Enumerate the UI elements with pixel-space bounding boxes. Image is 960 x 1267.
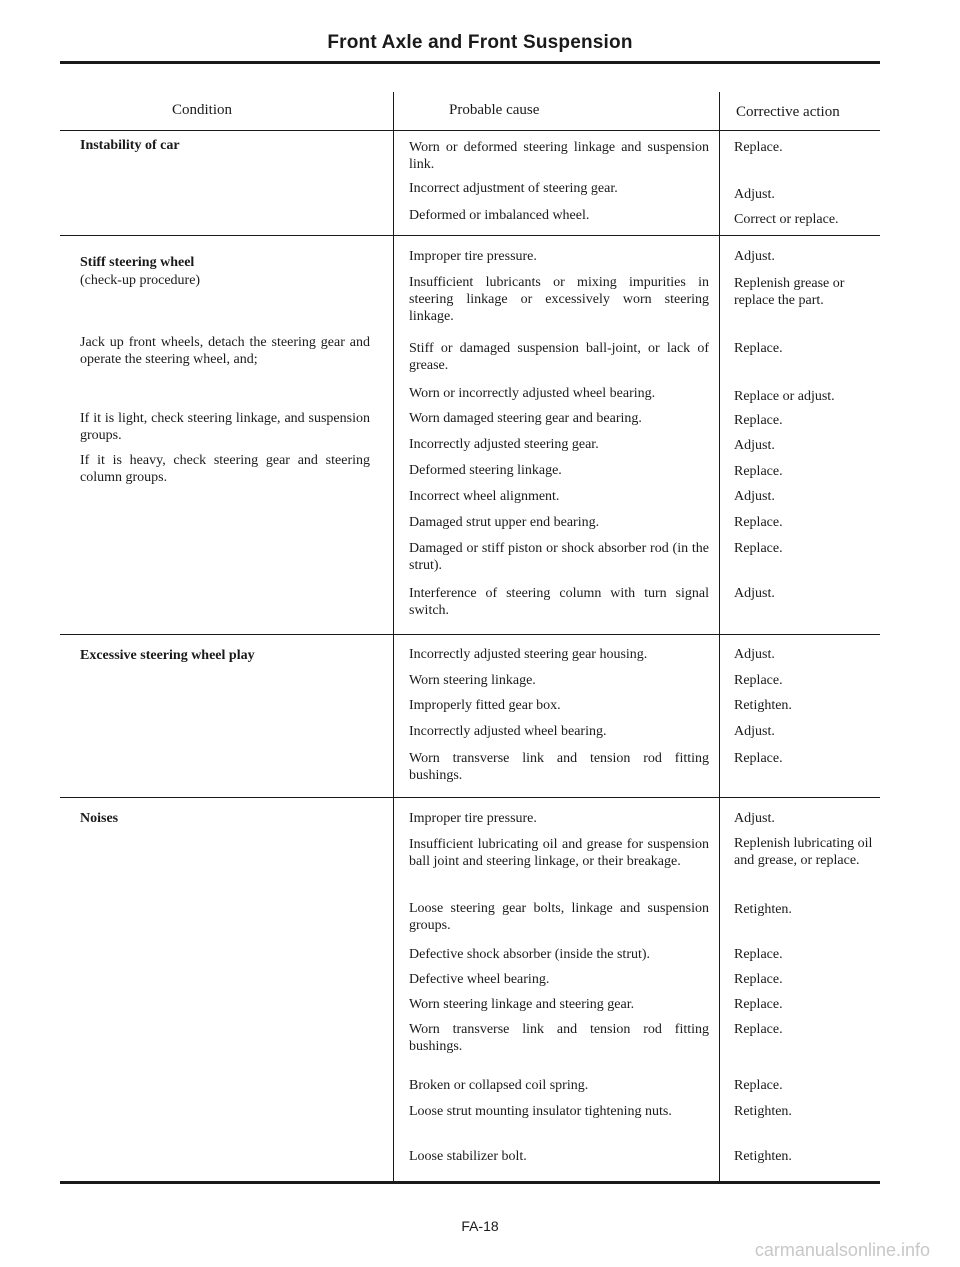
cause-cell: Loose strut mounting insulator tightening nuts. — [409, 1104, 672, 1119]
condition-title: Noises — [80, 811, 119, 826]
action-cell: Replace. — [734, 947, 783, 962]
cause-cell: Worn transverse link and tension rod fitting bushings. — [409, 751, 709, 783]
condition-note: If it is heavy, check steering gear and steering column groups. — [80, 453, 370, 485]
cause-cell: Defective wheel bearing. — [409, 972, 550, 987]
action-cell: Adjust. — [734, 586, 775, 601]
action-cell: Adjust. — [734, 438, 775, 453]
cause-cell: Interference of steering column with turn signal switch. — [409, 586, 709, 618]
group-divider-1 — [60, 235, 880, 236]
action-cell: Replace. — [734, 1078, 783, 1093]
group-divider-2 — [60, 634, 880, 635]
cause-cell: Worn or incorrectly adjusted wheel bearing. — [409, 386, 656, 401]
action-cell: Adjust. — [734, 489, 775, 504]
cause-cell: Improper tire pressure. — [409, 811, 537, 826]
cause-cell: Damaged or stiff piston or shock absorber rod (in the strut). — [409, 541, 709, 573]
cause-cell: Improper tire pressure. — [409, 249, 537, 264]
action-cell: Retighten. — [734, 1104, 792, 1119]
action-cell: Replace. — [734, 751, 783, 766]
cause-cell: Incorrect adjustment of steering gear. — [409, 181, 618, 196]
watermark: carmanualsonline.info — [754, 1240, 930, 1260]
action-cell: Replace. — [734, 673, 783, 688]
condition-title: Excessive steering wheel play — [80, 648, 255, 663]
cause-cell: Worn damaged steering gear and bearing. — [409, 411, 642, 426]
cause-cell: Incorrect wheel alignment. — [409, 489, 560, 504]
cause-cell: Deformed or imbalanced wheel. — [409, 208, 590, 223]
cause-cell: Deformed steering linkage. — [409, 463, 562, 478]
cause-cell: Worn steering linkage. — [409, 673, 536, 688]
column-divider-1 — [393, 92, 394, 1182]
condition-note: If it is light, check steering linkage, and suspension groups. — [80, 411, 370, 443]
action-cell: Correct or replace. — [734, 212, 839, 227]
action-cell: Replace. — [734, 541, 783, 556]
action-cell: Adjust. — [734, 724, 775, 739]
group-divider-3 — [60, 797, 880, 798]
action-cell: Adjust. — [734, 187, 775, 202]
action-cell: Replace. — [734, 413, 783, 428]
header-corrective-action: Corrective action — [736, 104, 840, 120]
action-cell: Replace. — [734, 341, 783, 356]
action-cell: Retighten. — [734, 1149, 792, 1164]
header-rule — [60, 130, 880, 131]
action-cell: Replace. — [734, 515, 783, 530]
action-cell: Replace. — [734, 140, 783, 155]
action-cell: Replace. — [734, 972, 783, 987]
action-cell: Replace. — [734, 997, 783, 1012]
cause-cell: Worn or deformed steering linkage and suspension link. — [409, 140, 709, 172]
header-condition: Condition — [172, 102, 233, 118]
condition-note: (check-up procedure) — [80, 273, 201, 288]
action-cell: Replenish grease or replace the part. — [734, 276, 845, 308]
cause-cell: Improperly fitted gear box. — [409, 698, 561, 713]
cause-cell: Incorrectly adjusted steering gear housing. — [409, 647, 648, 662]
action-cell: Replenish lubricating oil and grease, or replace. — [734, 836, 873, 868]
action-cell: Adjust. — [734, 811, 775, 826]
column-divider-2 — [719, 92, 720, 1182]
action-cell: Retighten. — [734, 698, 792, 713]
cause-cell: Stiff or damaged suspension ball-joint, or lack of grease. — [409, 341, 709, 373]
cause-cell: Incorrectly adjusted wheel bearing. — [409, 724, 607, 739]
action-cell: Adjust. — [734, 249, 775, 264]
action-cell: Adjust. — [734, 647, 775, 662]
cause-cell: Defective shock absorber (inside the strut). — [409, 947, 651, 962]
cause-cell: Worn steering linkage and steering gear. — [409, 997, 635, 1012]
action-cell: Replace. — [734, 464, 783, 479]
cause-cell: Insufficient lubricating oil and grease for suspension ball joint and steering linkage, or their breakage. — [409, 837, 709, 869]
cause-cell: Insufficient lubricants or mixing impurities in steering linkage or excessively worn steering linkage. — [409, 275, 709, 324]
page-number: FA-18 — [461, 1218, 499, 1234]
table-bottom-rule — [60, 1181, 880, 1184]
condition-title: Instability of car — [80, 138, 180, 153]
condition-note: Jack up front wheels, detach the steering gear and operate the steering wheel, and; — [80, 335, 370, 367]
action-cell: Retighten. — [734, 902, 792, 917]
header-probable-cause: Probable cause — [449, 102, 540, 118]
cause-cell: Broken or collapsed coil spring. — [409, 1078, 589, 1093]
cause-cell: Incorrectly adjusted steering gear. — [409, 437, 599, 452]
cause-cell: Loose steering gear bolts, linkage and suspension groups. — [409, 901, 709, 933]
page-title: Front Axle and Front Suspension — [327, 32, 633, 53]
cause-cell: Loose stabilizer bolt. — [409, 1149, 527, 1164]
condition-title: Stiff steering wheel — [80, 255, 195, 270]
cause-cell: Damaged strut upper end bearing. — [409, 515, 600, 530]
action-cell: Replace. — [734, 1022, 783, 1037]
cause-cell: Worn transverse link and tension rod fitting bushings. — [409, 1022, 709, 1054]
action-cell: Replace or adjust. — [734, 389, 835, 404]
title-rule — [60, 61, 880, 64]
